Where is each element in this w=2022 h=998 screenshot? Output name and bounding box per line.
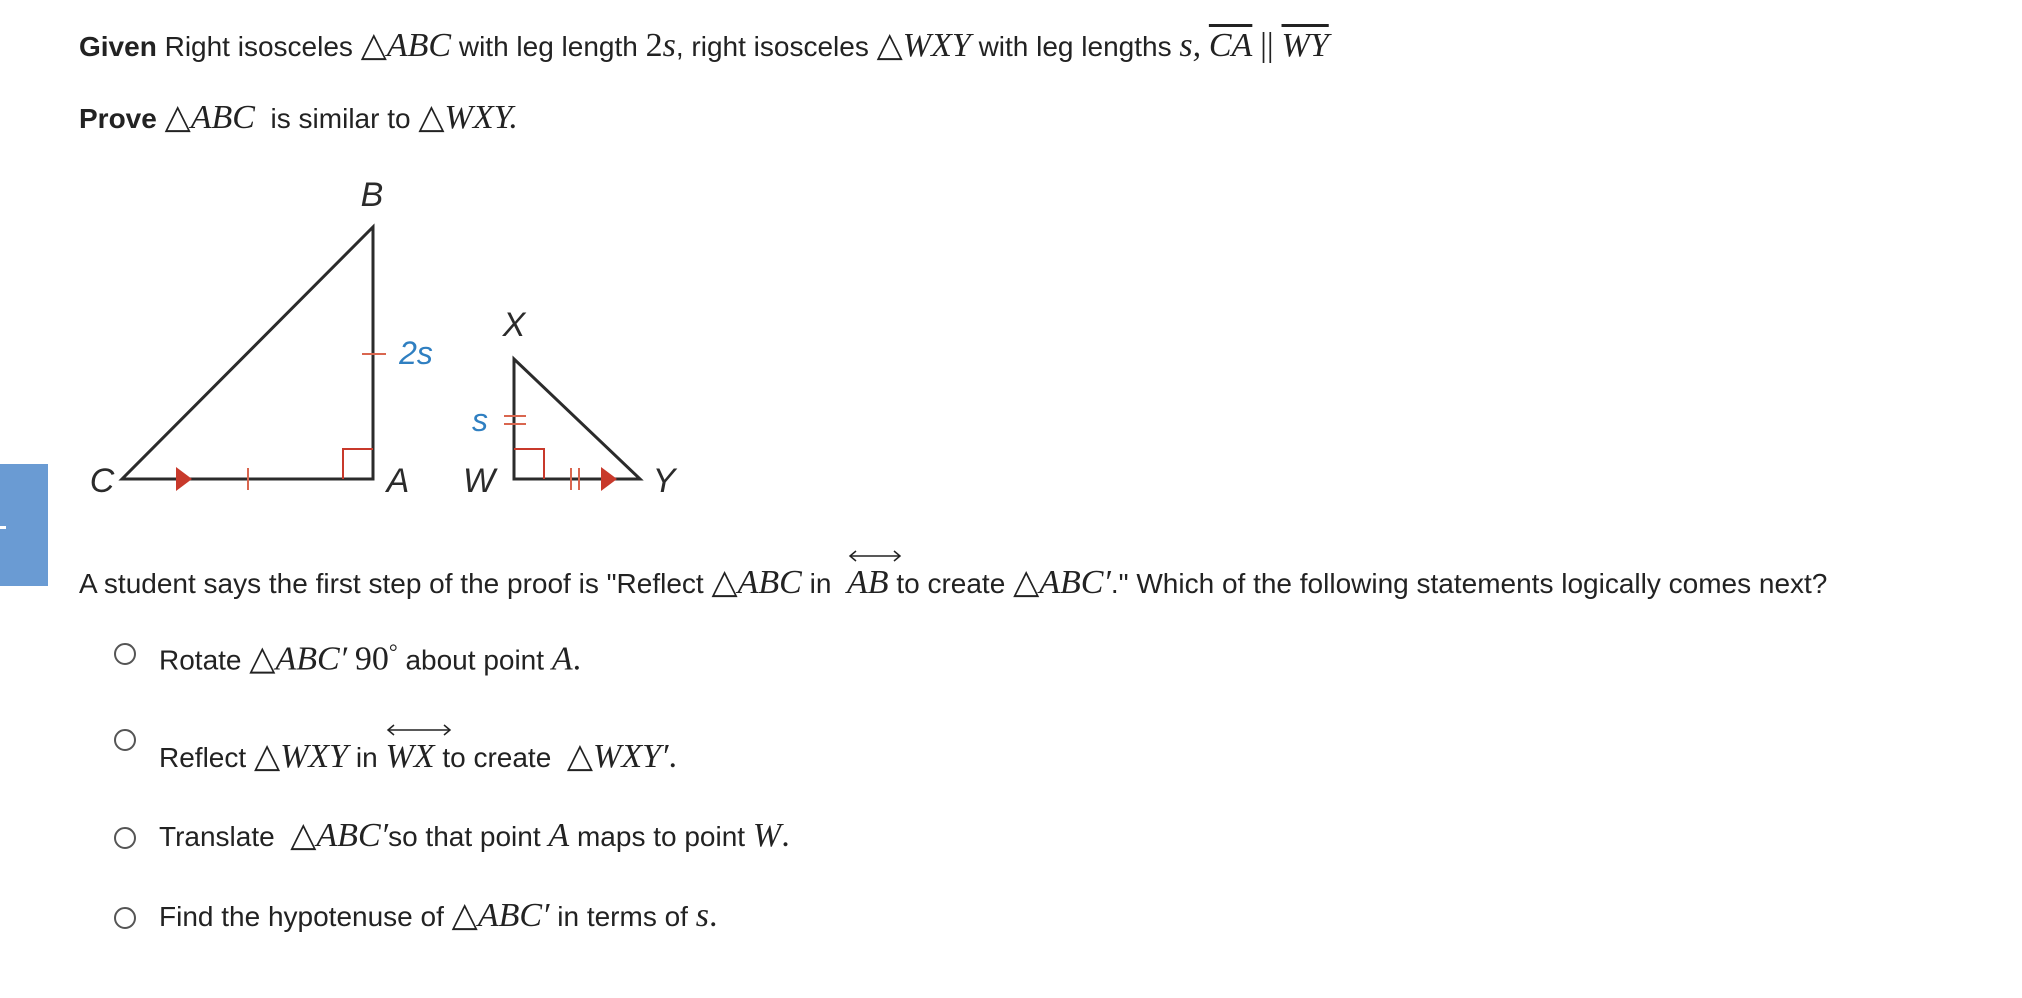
given-text-3: , right isosceles — [675, 31, 869, 62]
side-tab-marker — [0, 526, 6, 529]
prove-statement — [79, 98, 518, 139]
radio-button[interactable] — [114, 827, 136, 849]
prove-triangle-abc: △ABC — [164, 99, 255, 136]
double-arrow-icon — [847, 549, 903, 563]
triangle-icon: △ — [711, 564, 738, 601]
question-line-ab: AB — [847, 563, 889, 603]
question-text-2: in — [809, 568, 832, 599]
given-text-4: with leg lengths — [978, 31, 1172, 62]
option-label: Find the hypotenuse of △ABC′ in terms of s. — [159, 897, 718, 934]
given-leg-1: 2s — [645, 27, 676, 64]
option-line-wx: WX — [385, 737, 434, 777]
double-arrow-icon — [385, 723, 453, 737]
label-vertex-w: W — [462, 462, 496, 500]
option-label: Rotate △ABC′ 90° about point A. — [159, 639, 582, 678]
label-vertex-c: C — [89, 462, 115, 500]
radio-button[interactable] — [114, 907, 136, 929]
triangle-icon: △ — [451, 897, 478, 934]
prove-period: . — [509, 99, 518, 136]
triangle-icon: △ — [876, 27, 903, 64]
label-vertex-b: B — [360, 176, 384, 214]
radio-button[interactable] — [114, 643, 136, 665]
triangles-figure — [80, 170, 720, 510]
given-segment-wy: $\overline{WY}$ — [1281, 27, 1329, 64]
given-text-2: with leg length — [458, 31, 638, 62]
parallel-symbol: || — [1260, 27, 1274, 64]
given-statement — [79, 26, 1329, 67]
parallel-arrow-wy — [601, 467, 617, 491]
triangle-icon: △ — [1013, 564, 1040, 601]
given-text-1: Right isosceles — [164, 31, 353, 62]
parallel-arrow-ca — [176, 467, 192, 491]
triangle-icon: △ — [164, 99, 191, 136]
given-label: Given — [79, 31, 157, 62]
triangle-icon: △ — [253, 738, 281, 775]
given-leg-2: s, — [1179, 27, 1202, 64]
triangle-wxy — [514, 359, 640, 479]
side-tab[interactable] — [0, 464, 48, 586]
triangle-icon: △ — [290, 817, 317, 854]
triangle-icon: △ — [249, 640, 276, 678]
right-angle-mark-a — [343, 449, 373, 479]
question-text-4: ." Which of the following statements logically comes next? — [1110, 568, 1828, 599]
label-vertex-y: Y — [652, 462, 676, 500]
prove-triangle-wxy: △WXY — [418, 99, 510, 136]
question-triangle-abc-prime: △ABC′ — [1013, 564, 1111, 601]
triangle-abc — [122, 227, 373, 479]
triangle-icon: △ — [566, 738, 593, 775]
option-label: Translate △ABC′so that point A maps to point W. — [159, 817, 790, 854]
question-triangle-abc: △ABC — [711, 564, 802, 601]
label-leg-2s: 2s — [399, 335, 433, 371]
label-vertex-a: A — [386, 462, 410, 500]
given-segment-ca: $\overline{CA}$ — [1208, 27, 1253, 64]
question-text — [79, 563, 1827, 604]
radio-button[interactable] — [114, 729, 136, 751]
given-triangle-wxy: △WXY — [876, 27, 971, 64]
triangle-icon: △ — [360, 27, 387, 64]
prove-label: Prove — [79, 103, 157, 134]
right-angle-mark-w — [514, 449, 544, 479]
question-text-1: A student says the first step of the proof is "Reflect — [79, 568, 704, 599]
question-text-3: to create — [896, 568, 1006, 599]
label-leg-s: s — [472, 402, 488, 438]
prove-text: is similar to — [270, 103, 411, 134]
triangle-icon: △ — [418, 99, 445, 136]
option-label: Reflect △WXY in WX to create △WXY′. — [159, 737, 677, 778]
label-vertex-x: X — [502, 306, 526, 344]
given-triangle-abc: △ABC — [360, 27, 452, 64]
